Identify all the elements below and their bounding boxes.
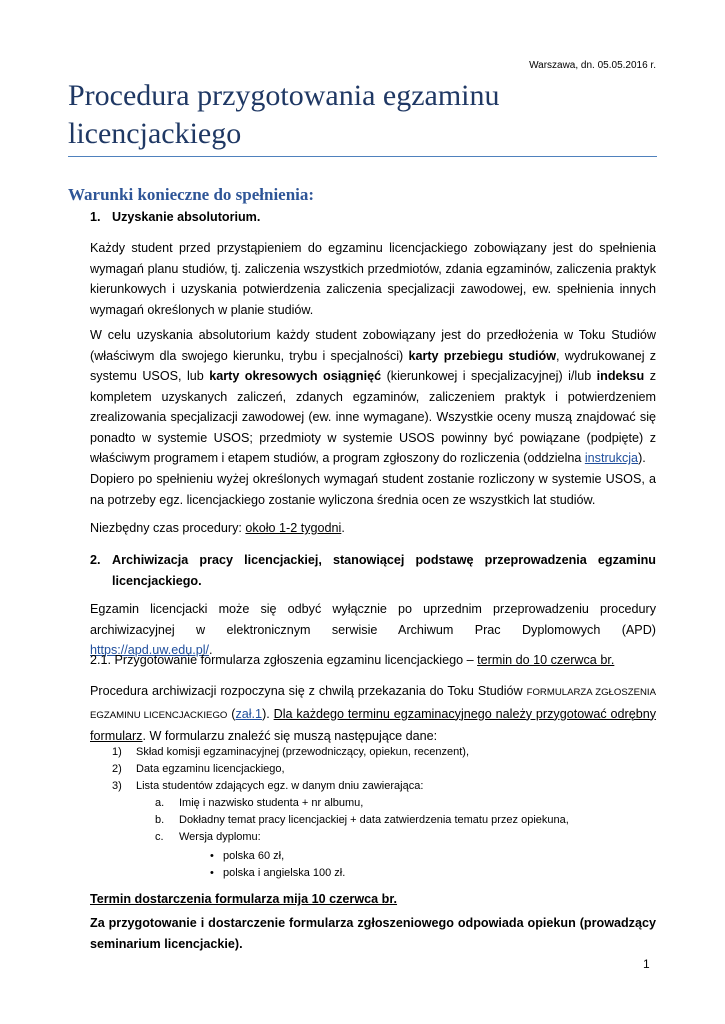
paragraph-absolutorium [90, 325, 656, 469]
list-marker: a. [155, 797, 165, 809]
paragraph-requirements: Każdy student przed przystąpieniem do egzaminu licencjackiego zobowiązany jest do spełnienia wymagań planu studiów, tj. zaliczenia wszystkich przedmiotów, zdania egzaminów, zaliczenia praktyk kierunkowych i uzyskania potwierdzenia zaliczenia specjalizacji zawodowej, ew. spełnienia innych wymagań określonych w planie studiów. [90, 241, 656, 317]
p5-text-b: . [209, 643, 213, 657]
p2-text-e: z kompletem uzyskanych zaliczeń, zdanych egzaminów, zaliczeniem praktyk i potwierdzeniem zrealizowania specjalizacji zawodowej (ew. inne wymagane). Wszystkie oceny muszą znajdować się ponadto w systemie USOS; przedmioty w systemie USOS powinny być powiązane (podpięte) z właściwym programem i etapem studiów, a program zgłoszony do rozliczenia (oddzielna [90, 369, 656, 465]
p2-bold-karta-osiagniec: karty okresowych osiągnięć [209, 369, 382, 383]
p6-text-c: ). [262, 706, 274, 721]
list-item [210, 865, 345, 882]
attachment-1-link[interactable]: zał.1 [235, 706, 263, 721]
apd-link[interactable]: https://apd.uw.edu.pl/ [90, 643, 210, 657]
p6-text-d: . W formularzu znaleźć się muszą następujące dane: [142, 729, 438, 743]
bullet-icon: • [210, 850, 214, 862]
p2-bold-indeks: indeksu [596, 369, 645, 383]
paragraph-procedure-time [90, 518, 656, 539]
form-name-smallcaps: FORMULARZA ZGŁOSZENIA EGZAMINU LICENCJACKIEGO [90, 687, 656, 721]
list-item [112, 778, 423, 795]
section-2-heading [90, 550, 656, 588]
list-text: Skład komisji egzaminacyjnej (przewodniczący, opiekun, recenzent), [136, 746, 470, 758]
section-2-title: Archiwizacja pracy licencjackiej, stanowiącej podstawę przeprowadzenia egzaminu licencjackiego. [112, 553, 656, 588]
p4-text-b: . [341, 521, 345, 535]
p2-text-c: , wydrukowanej z systemu USOS, lub [90, 348, 657, 383]
p2-text-a: W celu uzyskania absolutorium każdy student zobowiązany jest do przedłożenia w Toku Studiów (właściwym dla swojego kierunku, trybu i specjalności) [90, 328, 656, 363]
p6-underlined: Dla każdego terminu egzaminacyjnego należy przygotować odrębny formularz [90, 706, 657, 743]
list-marker: 2) [112, 763, 122, 775]
list-item [112, 761, 285, 778]
list-item [155, 829, 261, 846]
responsibility-notice: Za przygotowanie i dostarczenie formularza zgłoszeniowego odpowiada opiekun (prowadzący seminarium licencjackie). [90, 916, 656, 951]
procedure-duration: około 1-2 tygodni [245, 521, 342, 535]
list-marker: b. [155, 814, 165, 826]
list-text: Data egzaminu licencjackiego, [136, 763, 285, 775]
p6-text-b: ( [227, 706, 236, 721]
p4-text-a: Niezbędny czas procedury: [90, 521, 246, 535]
p6-text-a: Procedura archiwizacji rozpoczyna się z chwilą przekazania do Toku Studiów [90, 684, 527, 698]
list-marker: 1) [112, 746, 122, 758]
p5-text-a: Egzamin licencjacki może się odbyć wyłącznie po uprzednim przeprowadzeniu procedury archiwizacyjnej w elektronicznym serwisie Archiwum Prac Dyplomowych (APD) [90, 602, 656, 637]
section-heading: Warunki konieczne do spełnienia: [68, 185, 315, 204]
list-text: Imię i nazwisko studenta + nr albumu, [179, 797, 364, 809]
p2-text-f: ). [638, 451, 646, 465]
list-text: polska i angielska 100 zł. [223, 867, 346, 879]
list-marker: 3) [112, 780, 122, 792]
list-item [112, 744, 469, 761]
instrukcja-link[interactable]: instrukcja [584, 451, 639, 465]
p2-bold-karta-przebiegu: karty przebiegu studiów [408, 348, 557, 363]
deadline-notice: Termin dostarczenia formularza mija 10 czerwca br. [90, 892, 398, 906]
subsection-2-1-deadline: termin do 10 czerwca br. [477, 653, 615, 667]
page-number: 1 [643, 957, 650, 971]
title-underline [68, 156, 657, 157]
subsection-2-1-heading [90, 650, 656, 671]
list-item [155, 812, 569, 829]
paragraph-form [90, 681, 656, 747]
subsection-2-1-title: 2.1. Przygotowanie formularza zgłoszenia egzaminu licencjackiego – [90, 653, 478, 667]
list-text: Lista studentów zdających egz. w danym dniu zawierająca: [136, 780, 424, 792]
document-date: Warszawa, dn. 05.05.2016 r. [529, 60, 656, 71]
list-text: Wersja dyplomu: [179, 831, 261, 843]
section-1-title: Uzyskanie absolutorium. [112, 210, 261, 224]
list-item [210, 848, 284, 865]
list-text: polska 60 zł, [223, 850, 285, 862]
section-2-number: 2. [90, 553, 101, 567]
list-text: Dokładny temat pracy licencjackiej + data zatwierdzenia tematu przez opiekuna, [179, 814, 569, 826]
section-1-number: 1. [90, 210, 101, 224]
section-1-heading [90, 207, 656, 228]
bullet-icon: • [210, 867, 214, 879]
list-marker: c. [155, 831, 164, 843]
p2-text-d: (kierunkowej i specjalizacyjnej) i/lub [381, 369, 597, 383]
document-title: Procedura przygotowania egzaminu licencjackiego [68, 79, 500, 150]
paragraph-settlement: Dopiero po spełnieniu wyżej określonych wymagań student zostanie rozliczony w systemie USOS, a na potrzeby egz. licencjackiego zostanie wyliczona średnia ocen ze wszystkich lat studiów. [90, 472, 656, 507]
list-item [155, 795, 363, 812]
